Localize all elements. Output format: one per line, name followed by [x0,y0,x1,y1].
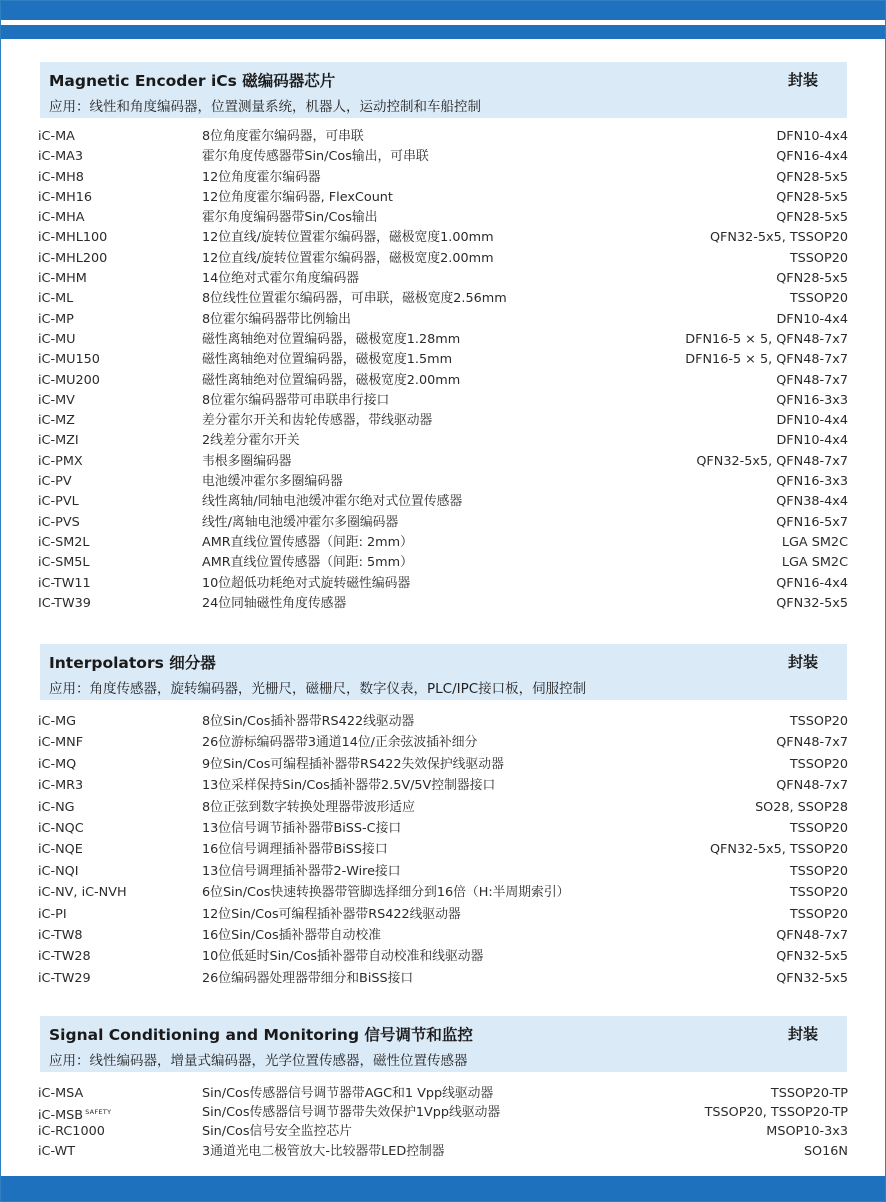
part-number [38,168,84,188]
part-description: 线性离轴/同轴电池缓冲霍尔绝对式位置传感器 [202,494,463,510]
part-package: DFN16-5 × 5, QFN48-7x7 [685,331,848,347]
section-application: 应用：角度传感器，旋转编码器，光栅尺，磁栅尺，数字仪表，PLC/IPC接口板，伺服控制 [49,681,587,697]
table-row [38,147,848,167]
part-description: 12位角度霍尔编码器, FlexCount [202,189,393,205]
part-number [38,775,83,796]
part-description: 8位霍尔编码器带可串联串行接口 [202,392,390,408]
part-description: 线性/离轴电池缓冲霍尔多圈编码器 [202,514,399,530]
part-description: 12位Sin/Cos可编程插补器带RS422线驱动器 [202,906,461,922]
table-row [38,289,848,309]
part-number [38,269,87,289]
part-description: 霍尔角度编码器带Sin/Cos输出 [202,210,378,226]
part-number-text: iC-MR3 [38,778,84,794]
part-package: QFN28-5x5 [776,210,848,226]
part-number-text: iC-NG [38,799,75,815]
part-number-text: iC-MU [38,331,76,347]
part-package: LGA SM2C [781,534,848,550]
part-description: 韦根多圈编码器 [202,453,292,469]
part-number [38,1122,105,1141]
part-package: TSSOP20-TP [770,1086,848,1101]
table-row [38,754,848,775]
table-row [38,208,848,228]
part-number-text: iC-MV [38,392,75,408]
part-package: MSOP10-3x3 [766,1124,848,1140]
table-row [38,839,848,860]
part-description: 13位信号调节插补器带BiSS-C接口 [202,820,402,836]
table-row [38,882,848,903]
table-row [38,127,848,147]
table-row [38,904,848,925]
table-row [38,411,848,431]
part-number [38,350,100,370]
part-package: DFN16-5 × 5, QFN48-7x7 [685,352,848,368]
part-number [38,861,79,882]
section-header-signal-conditioning [40,1016,847,1072]
part-number [38,492,79,512]
part-package: QFN28-5x5 [776,271,848,287]
part-package: QFN16-5x7 [776,514,848,530]
part-description: 26位编码器处理器带细分和BiSS接口 [202,970,414,986]
part-package: SO28, SSOP28 [755,799,848,815]
part-package: QFN16-4x4 [776,575,848,591]
part-number-text: iC-MZ [38,413,75,429]
part-package: QFN32-5x5, QFN48-7x7 [696,453,848,469]
part-number [38,594,91,614]
part-package: LGA SM2C [781,555,848,571]
part-number [38,925,83,946]
package-column-header: 封装 [787,71,818,89]
part-number [38,249,107,269]
part-package: TSSOP20 [789,863,848,879]
table-row [38,1103,848,1122]
part-description: 3通道光电二极管放大-比较器带LED控制器 [202,1143,445,1159]
part-description: 13位信号调理插补器带2-Wire接口 [202,863,401,879]
table-row [38,711,848,732]
package-column-header: 封装 [787,1025,818,1043]
part-package: QFN48-7x7 [776,372,848,388]
part-description: 磁性离轴绝对位置编码器，磁极宽度1.5mm [202,352,453,368]
safety-mark: SAFETY [85,1108,112,1117]
part-package: TSSOP20 [789,291,848,307]
part-description: 16位信号调理插补器带BiSS接口 [202,842,388,858]
part-number [38,228,107,248]
part-number [38,882,127,903]
section-header-interpolators [40,644,847,700]
part-description: 10位低延时Sin/Cos插补器带自动校准和线驱动器 [202,949,484,965]
part-number-text: iC-MU150 [38,352,100,368]
table-row [38,472,848,492]
table-row [38,371,848,391]
product-list-signal-conditioning [38,1084,848,1161]
part-number [38,452,83,472]
part-package: DFN10-4x4 [776,433,848,449]
table-row [38,533,848,553]
part-package: QFN48-7x7 [776,735,848,751]
part-number-text: iC-MQ [38,756,77,772]
part-description: 24位同轴磁性角度传感器 [202,595,347,611]
part-package: QFN32-5x5 [776,595,848,611]
part-number [38,208,85,228]
part-number-text: iC-MH8 [38,169,84,185]
part-package: DFN10-4x4 [776,413,848,429]
part-number [38,330,76,350]
part-number-text: iC-ML [38,291,74,307]
part-number [38,188,92,208]
part-description: 12位直线/旋转位置霍尔编码器，磁极宽度2.00mm [202,250,494,266]
part-description: 13位采样保持Sin/Cos插补器带2.5V/5V控制器接口 [202,778,496,794]
part-number [38,754,76,775]
part-package: TSSOP20 [789,714,848,729]
part-package: DFN10-4x4 [776,129,848,144]
part-number [38,147,83,167]
table-row [38,1084,848,1103]
table-row [38,553,848,573]
table-row [38,946,848,967]
part-description: 8位霍尔编码器带比例输出 [202,311,351,327]
table-row [38,594,848,614]
section-application: 应用：线性编码器，增量式编码器，光学位置传感器，磁性位置传感器 [49,1053,468,1069]
part-package: QFN32-5x5 [776,949,848,965]
part-number-text: iC-NQE [38,842,83,858]
part-number-text: iC-PVS [38,514,80,530]
part-description: AMR直线位置传感器（间距: 2mm） [202,534,413,550]
part-package: DFN10-4x4 [776,311,848,327]
part-description: 磁性离轴绝对位置编码器，磁极宽度1.28mm [202,331,461,347]
part-number-text: iC-RC1000 [38,1124,105,1140]
part-number [38,371,100,391]
part-number [38,732,83,753]
section-header-magnetic-encoders [40,62,847,118]
part-number-text: iC-WT [38,1143,76,1159]
top-band-stripe [0,25,886,39]
part-number [38,553,90,573]
part-number [38,797,75,818]
section-title: Signal Conditioning and Monitoring 信号调节和监控 [49,1026,473,1044]
part-package: QFN48-7x7 [776,927,848,943]
part-package: QFN16-3x3 [776,474,848,490]
part-number [38,513,80,533]
part-number-text: iC-MZI [38,433,79,449]
part-number-text: iC-MHL100 [38,230,108,246]
part-package: TSSOP20 [789,820,848,836]
bottom-band [0,1176,886,1202]
part-number-text: iC-TW29 [38,970,91,986]
table-row [38,249,848,269]
part-description: 6位Sin/Cos快速转换器带管脚选择细分到16倍（H:半周期索引） [202,885,570,901]
part-package: QFN32-5x5, TSSOP20 [709,230,848,246]
part-number [38,472,72,492]
part-number-text: iC-MH16 [38,189,93,205]
part-description: 8位角度霍尔编码器，可串联 [202,129,364,144]
part-number [38,574,91,594]
product-list-interpolators [38,711,848,989]
table-row [38,228,848,248]
part-description: 12位直线/旋转位置霍尔编码器，磁极宽度1.00mm [202,230,494,246]
part-description: 2线差分霍尔开关 [202,433,300,449]
part-package: TSSOP20 [789,906,848,922]
part-number [38,127,75,147]
part-package: TSSOP20 [789,756,848,772]
part-package: QFN32-5x5, TSSOP20 [709,842,848,858]
part-number [38,431,79,451]
part-description: 差分霍尔开关和齿轮传感器，带线驱动器 [202,413,433,429]
table-row [38,968,848,989]
top-band [0,0,886,20]
table-row [38,1142,848,1161]
part-package: QFN32-5x5 [776,970,848,986]
section-application: 应用：线性和角度编码器，位置测量系统，机器人，运动控制和车船控制 [49,99,481,115]
table-row [38,818,848,839]
part-number-text: iC-MHM [38,271,87,287]
part-package: SO16N [803,1143,848,1159]
part-package: QFN28-5x5 [776,169,848,185]
part-number-text: iC-MSA [38,1086,84,1101]
part-number [38,1142,75,1161]
part-description: 电池缓冲霍尔多圈编码器 [202,474,343,490]
table-row [38,431,848,451]
part-number-text: iC-PMX [38,453,83,469]
table-row [38,391,848,411]
section-title: Magnetic Encoder iCs 磁编码器芯片 [49,72,336,90]
part-number-text: iC-TW8 [38,927,83,943]
part-description: Sin/Cos传感器信号调节器带AGC和1 Vpp线驱动器 [202,1086,494,1101]
part-number-text: iC-MG [38,714,77,729]
part-description: Sin/Cos传感器信号调节器带失效保护1Vpp线驱动器 [202,1105,501,1121]
table-row [38,797,848,818]
part-number [38,711,76,732]
table-row [38,310,848,330]
table-row [38,350,848,370]
part-package: TSSOP20, TSSOP20-TP [704,1105,848,1121]
part-description: 8位Sin/Cos插补器带RS422线驱动器 [202,714,415,729]
table-row [38,269,848,289]
section-title: Interpolators 细分器 [49,654,216,672]
part-number-text: iC-MU200 [38,372,100,388]
part-number-text: iC-SM2L [38,534,90,550]
table-row [38,574,848,594]
part-description: 霍尔角度传感器带Sin/Cos输出，可串联 [202,149,429,165]
part-number-text: iC-MHA [38,210,85,226]
part-number [38,818,84,839]
part-package: TSSOP20 [789,250,848,266]
part-number-text: iC-NV, iC-NVH [38,885,127,901]
part-description: 12位角度霍尔编码器 [202,169,321,185]
table-row [38,330,848,350]
part-number [38,289,73,309]
part-number-text: iC-TW11 [38,575,91,591]
part-number-text: iC-NQI [38,863,79,879]
part-number [38,839,83,860]
part-package: QFN38-4x4 [776,494,848,510]
table-row [38,861,848,882]
part-number [38,411,75,431]
part-description: 16位Sin/Cos插补器带自动校准 [202,927,381,943]
part-description: Sin/Cos信号安全监控芯片 [202,1124,352,1140]
part-number-text: iC-MHL200 [38,250,108,266]
table-row [38,452,848,472]
part-description: 8位线性位置霍尔编码器，可串联，磁极宽度2.56mm [202,291,507,307]
part-package: QFN16-4x4 [776,149,848,165]
table-row [38,732,848,753]
table-row [38,188,848,208]
part-number-text: iC-NQC [38,820,84,836]
table-row [38,1122,848,1141]
table-row [38,513,848,533]
part-number [38,946,91,967]
package-column-header: 封装 [787,653,818,671]
table-row [38,168,848,188]
part-number-text: iC-MNF [38,735,84,751]
part-number [38,310,74,330]
part-number-text: IC-TW39 [38,595,91,611]
part-description: 磁性离轴绝对位置编码器，磁极宽度2.00mm [202,372,461,388]
part-description: 26位游标编码器带3通道14位/正余弦波插补细分 [202,735,478,751]
table-row [38,925,848,946]
part-package: QFN48-7x7 [776,778,848,794]
part-number-text: iC-MP [38,311,74,327]
table-row [38,775,848,796]
part-number [38,904,67,925]
part-package: QFN28-5x5 [776,189,848,205]
part-number-text: iC-SM5L [38,555,90,571]
part-number [38,968,91,989]
part-number [38,391,75,411]
part-number [38,1084,83,1103]
part-description: 10位超低功耗绝对式旋转磁性编码器 [202,575,411,591]
part-description: 8位正弦到数字转换处理器带波形适应 [202,799,415,815]
part-number-text: iC-PV [38,474,72,490]
part-number-text: iC-MSB [38,1108,84,1124]
part-number-text: iC-PI [38,906,67,922]
part-number-text: iC-TW28 [38,949,91,965]
part-number-text: iC-MA [38,129,75,144]
part-description: AMR直线位置传感器（间距: 5mm） [202,555,413,571]
part-package: TSSOP20 [789,885,848,901]
part-number [38,533,90,553]
part-description: 14位绝对式霍尔角度编码器 [202,271,360,287]
part-number-text: iC-PVL [38,494,79,510]
part-package: QFN16-3x3 [776,392,848,408]
product-list-magnetic-encoders [38,127,848,614]
table-row [38,492,848,512]
part-number-text: iC-MA3 [38,149,84,165]
part-description: 9位Sin/Cos可编程插补器带RS422失效保护线驱动器 [202,756,504,772]
